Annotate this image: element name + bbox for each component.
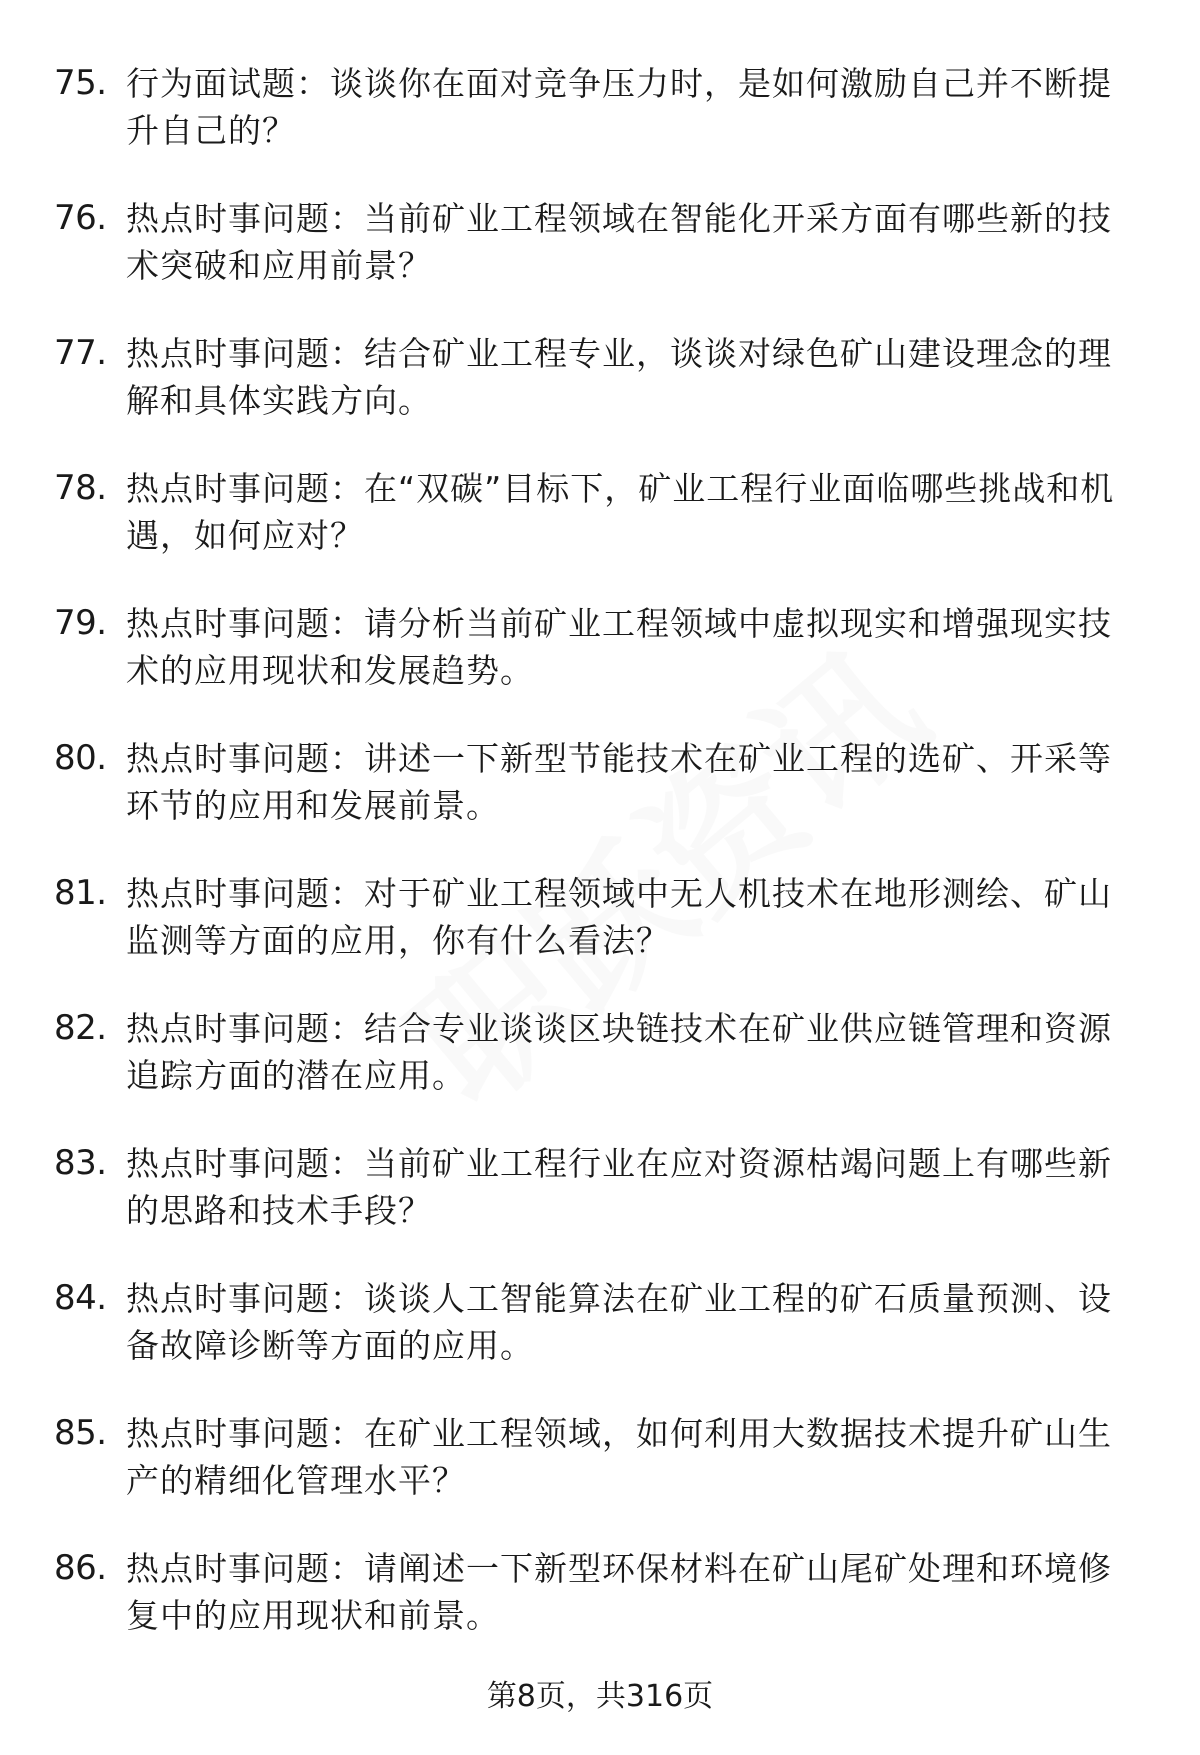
question-text: 热点时事问题：谈谈人工智能算法在矿业工程的矿石质量预测、设备故障诊断等方面的应用。 (126, 1279, 1112, 1365)
question-item (54, 1410, 1144, 1504)
question-text: 热点时事问题：请分析当前矿业工程领域中虚拟现实和增强现实技术的应用现状和发展趋势。 (126, 604, 1112, 690)
question-text: 热点时事问题：结合矿业工程专业，谈谈对绿色矿山建设理念的理解和具体实践方向。 (126, 334, 1112, 420)
question-number: 77. (54, 333, 107, 373)
question-item (54, 1545, 1144, 1639)
question-text: 热点时事问题：对于矿业工程领域中无人机技术在地形测绘、矿山监测等方面的应用，你有什么看法？ (126, 874, 1112, 960)
question-number: 79. (54, 603, 107, 643)
question-item (54, 600, 1144, 694)
question-number: 78. (54, 468, 107, 508)
question-text: 热点时事问题：当前矿业工程行业在应对资源枯竭问题上有哪些新的思路和技术手段？ (126, 1144, 1112, 1230)
question-text: 热点时事问题：在“双碳”目标下，矿业工程行业面临哪些挑战和机遇，如何应对？ (126, 469, 1115, 555)
question-text: 行为面试题：谈谈你在面对竞争压力时，是如何激励自己并不断提升自己的？ (126, 64, 1112, 150)
question-item (54, 195, 1144, 289)
question-number: 82. (54, 1008, 107, 1048)
question-number: 81. (54, 873, 107, 913)
question-item (54, 330, 1144, 424)
question-item (54, 465, 1144, 559)
question-text: 热点时事问题：请阐述一下新型环保材料在矿山尾矿处理和环境修复中的应用现状和前景。 (126, 1549, 1112, 1635)
question-list (54, 60, 1144, 1680)
question-item (54, 60, 1144, 154)
question-item (54, 1275, 1144, 1369)
question-text: 热点时事问题：在矿业工程领域，如何利用大数据技术提升矿山生产的精细化管理水平？ (126, 1414, 1112, 1500)
question-number: 75. (54, 63, 107, 103)
question-item (54, 1140, 1144, 1234)
question-item (54, 1005, 1144, 1099)
question-item (54, 870, 1144, 964)
question-text: 热点时事问题：讲述一下新型节能技术在矿业工程的选矿、开采等环节的应用和发展前景。 (126, 739, 1112, 825)
question-number: 85. (54, 1413, 107, 1453)
question-number: 84. (54, 1278, 107, 1318)
question-number: 80. (54, 738, 107, 778)
page-footer: 第8页，共316页 (486, 1679, 714, 1714)
question-number: 86. (54, 1548, 107, 1588)
question-number: 76. (54, 198, 107, 238)
question-text: 热点时事问题：结合专业谈谈区块链技术在矿业供应链管理和资源追踪方面的潜在应用。 (126, 1009, 1112, 1095)
question-number: 83. (54, 1143, 107, 1183)
question-item (54, 735, 1144, 829)
question-text: 热点时事问题：当前矿业工程领域在智能化开采方面有哪些新的技术突破和应用前景？ (126, 199, 1112, 285)
